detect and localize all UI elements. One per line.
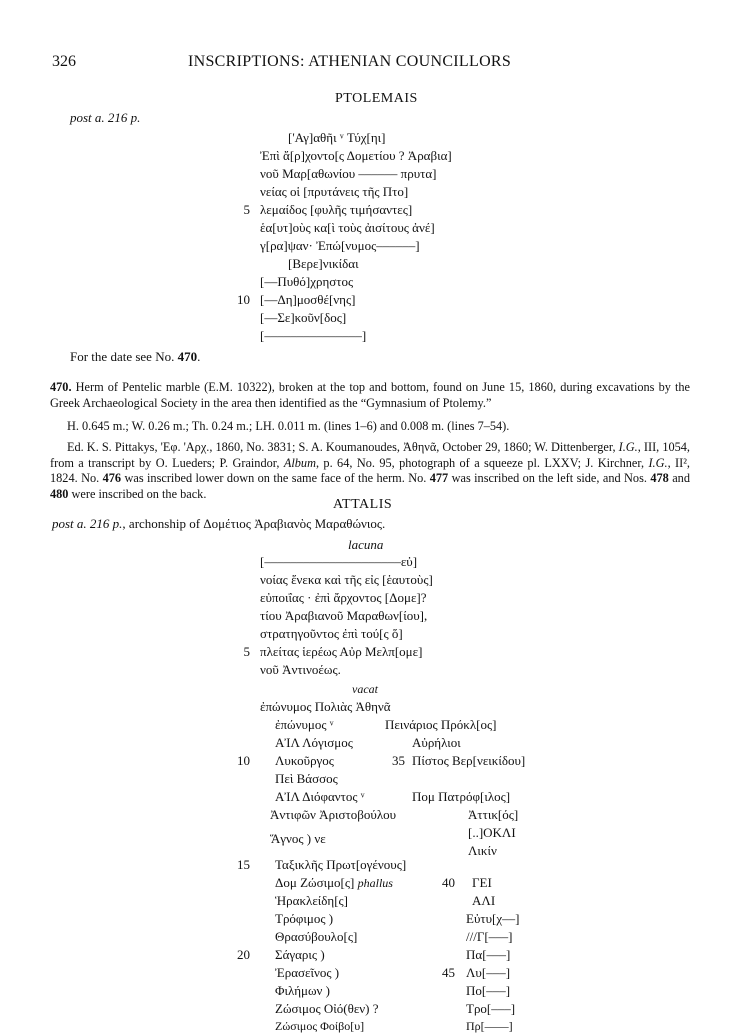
entry-470-dimensions: H. 0.645 m.; W. 0.26 m.; Th. 0.24 m.; LH. 0.011 m. (lines 1–6) and 0.008 m. (lines 7–54).: [67, 419, 510, 433]
line-number: 40: [442, 875, 455, 890]
list-item: Σάγαρις ): [275, 947, 325, 962]
list-item: ΑἸΛ Λόγισμος: [275, 735, 353, 750]
list-item: ἐπώνυμος Πολιὰς Ἀθηνᾶ: [260, 699, 391, 714]
entry-470-editions: Ed. K. S. Pittakys, 'Εφ. 'Αρχ., 1860, No. 3831; S. A. Koumanoudes, Ἀθηνᾶ, October 29, 1860; W. Dittenberger, I.G., III, 1054, from a transcript by O. Lueders; P. Graindor, Album, p. 64, No. 95, photograph of a squeeze pl. LXXV; J. Kirchner, I.G., II², 1824. No. 476 was inscribed lower down on the same face of the herm. No. 477 was inscribed on the left side, and Nos. 478 and 480 were inscribed on the back.: [50, 440, 690, 501]
line-number: 10: [237, 753, 250, 768]
cross-reference: 478: [650, 471, 669, 486]
list-item: Ζώσιμος Οἰό(θεν) ?: [275, 1001, 379, 1016]
inscription-line: στρατηγοῦντος ἐπὶ τού[ς ὅ]: [260, 626, 403, 641]
ptolemais-heading: PTOLEMAIS: [335, 91, 418, 106]
cross-reference: 477: [429, 471, 449, 486]
list-item: Φιλήμων ): [275, 983, 330, 998]
list-item: Λυ[–––]: [466, 965, 511, 980]
list-item: Τρόφιμος ): [275, 911, 334, 926]
inscription-line: Ἐπὶ ἄ[ρ]χοντο[ς Δομετίου ? Ἀραβια]: [260, 148, 452, 163]
list-item: Λυκοῦργος: [275, 753, 334, 768]
attalis-heading: ATTALIS: [333, 497, 393, 512]
list-item: Ἅγνος ) νε: [270, 831, 326, 846]
list-item: ///Γ[–––]: [466, 929, 513, 944]
list-item: [..]ΟΚΛΙ: [468, 825, 516, 840]
list-item: ΑΛΙ: [472, 893, 496, 908]
list-item: Θρασύβουλο[ς]: [275, 929, 358, 944]
entry-470-description: 470. Herm of Pentelic marble (E.M. 10322), broken at the top and bottom, found on June 15, 1860, during excavations by the Greek Archaeological Society in the area then identified as the “Gymnasium of Ptolemy.”: [50, 380, 691, 410]
line-number: 45: [442, 965, 455, 980]
cross-reference: 470: [177, 349, 198, 364]
list-item: Ταξικλῆς Πρωτ[ογένους]: [275, 857, 407, 872]
list-item: Δομ Ζώσιμο[ς] phallus: [275, 875, 393, 890]
line-number: 5: [243, 644, 250, 659]
line-number: 5: [243, 202, 250, 217]
list-item: ἐπώνυμος ᵛ: [275, 717, 334, 732]
list-item: Πομ Πατρόφ[ιλος]: [412, 789, 511, 804]
inscription-line: ['Αγ]αθῆι ᵛ Τύχ[ηι]: [288, 130, 386, 145]
lacuna-note: lacuna: [348, 537, 384, 552]
list-item: Τρο[–––]: [466, 1001, 516, 1016]
list-item: ΑἸΛ Διόφαντος ᵛ: [275, 789, 365, 804]
list-item: Ἡρακλείδη[ς]: [275, 893, 349, 908]
inscription-line: νείας οἱ [πρυτάνεις τῆς Πτο]: [260, 184, 409, 199]
list-item: Ἀττικ[ός]: [468, 807, 519, 822]
inscription-line: πλείτας ἱερέως Αὐρ Μελπ[ομε]: [260, 644, 423, 659]
inscription-line: [–––––––––––––––––––––εὐ]: [260, 554, 418, 569]
inscription-line: [––Πυθό]χρηστος: [260, 274, 354, 289]
inscription-line: ἑα[υτ]οὺς κα[ὶ τοὺς ἀισίτους ἀνέ]: [260, 220, 435, 235]
inscription-line: γ[ρα]ψαν· Ἐπώ[νυμος––––––]: [260, 238, 420, 253]
list-item: Ζώσιμος Φοίβο[υ]: [275, 1019, 365, 1033]
page-number: 326: [52, 53, 76, 70]
entry-number: 470.: [50, 380, 72, 394]
line-number: 20: [237, 947, 250, 962]
ptolemais-date: post a. 216 p.: [70, 110, 141, 125]
inscription-line: λεμαίδος [φυλῆς τιμήσαντες]: [260, 202, 413, 217]
list-item: Πρ[––––]: [466, 1019, 513, 1033]
list-item: Πίστος Βερ[νεικίδου]: [412, 753, 526, 768]
attalis-date: post a. 216 p., archonship of Δομέτιος Ἀραβιανὸς Μαραθώνιος.: [52, 516, 386, 531]
line-number: 10: [237, 292, 250, 307]
inscription-line: [Βερε]νικίδαι: [288, 256, 359, 271]
line-number: 35: [392, 753, 405, 768]
cross-reference: 480: [50, 486, 69, 501]
list-item: Πα[–––]: [466, 947, 511, 962]
inscription-line: τίου Ἀραβιανοῦ Μαραθων[ίου],: [260, 608, 428, 623]
phallus-note: phallus: [357, 876, 393, 890]
list-item: Λικίν: [468, 843, 497, 858]
list-item: Πεὶ Βάσσος: [275, 771, 338, 786]
list-item: Ἀντιφῶν Ἀριστοβούλου: [270, 807, 397, 822]
cross-reference: 476: [102, 471, 122, 486]
inscription-line: νοῦ Μαρ[αθωνίου –––––– πρυτα]: [260, 166, 437, 181]
list-item: Εὐτυ[χ––]: [466, 911, 520, 926]
list-item: Πο[–––]: [466, 983, 511, 998]
list-item: ΓΕΙ: [472, 875, 492, 890]
inscription-line: εὐποιΐας · ἐπὶ ἄρχοντος [Δομε]?: [260, 590, 427, 605]
running-title: INSCRIPTIONS: ATHENIAN COUNCILLORS: [188, 53, 512, 70]
inscription-line: [–––––––––––––––]: [260, 328, 367, 343]
vacat-note: vacat: [352, 682, 378, 696]
inscription-line: νοῦ Ἀντινοέως.: [260, 662, 341, 677]
list-item: Αὐρήλιοι: [412, 735, 461, 750]
inscription-line: νοίας ἕνεκα καὶ τῆς εἰς [ἑαυτοὺς]: [260, 572, 433, 587]
list-item: Πεινάριος Πρόκλ[ος]: [385, 717, 497, 732]
inscription-line: [––Δη]μοσθέ[νης]: [260, 292, 356, 307]
line-number: 15: [237, 857, 250, 872]
list-item: Ἐρασεῖνος ): [275, 965, 340, 980]
inscription-line: [––Σε]κοῦν[δος]: [260, 310, 347, 325]
date-note: For the date see No. 470.: [70, 349, 201, 364]
